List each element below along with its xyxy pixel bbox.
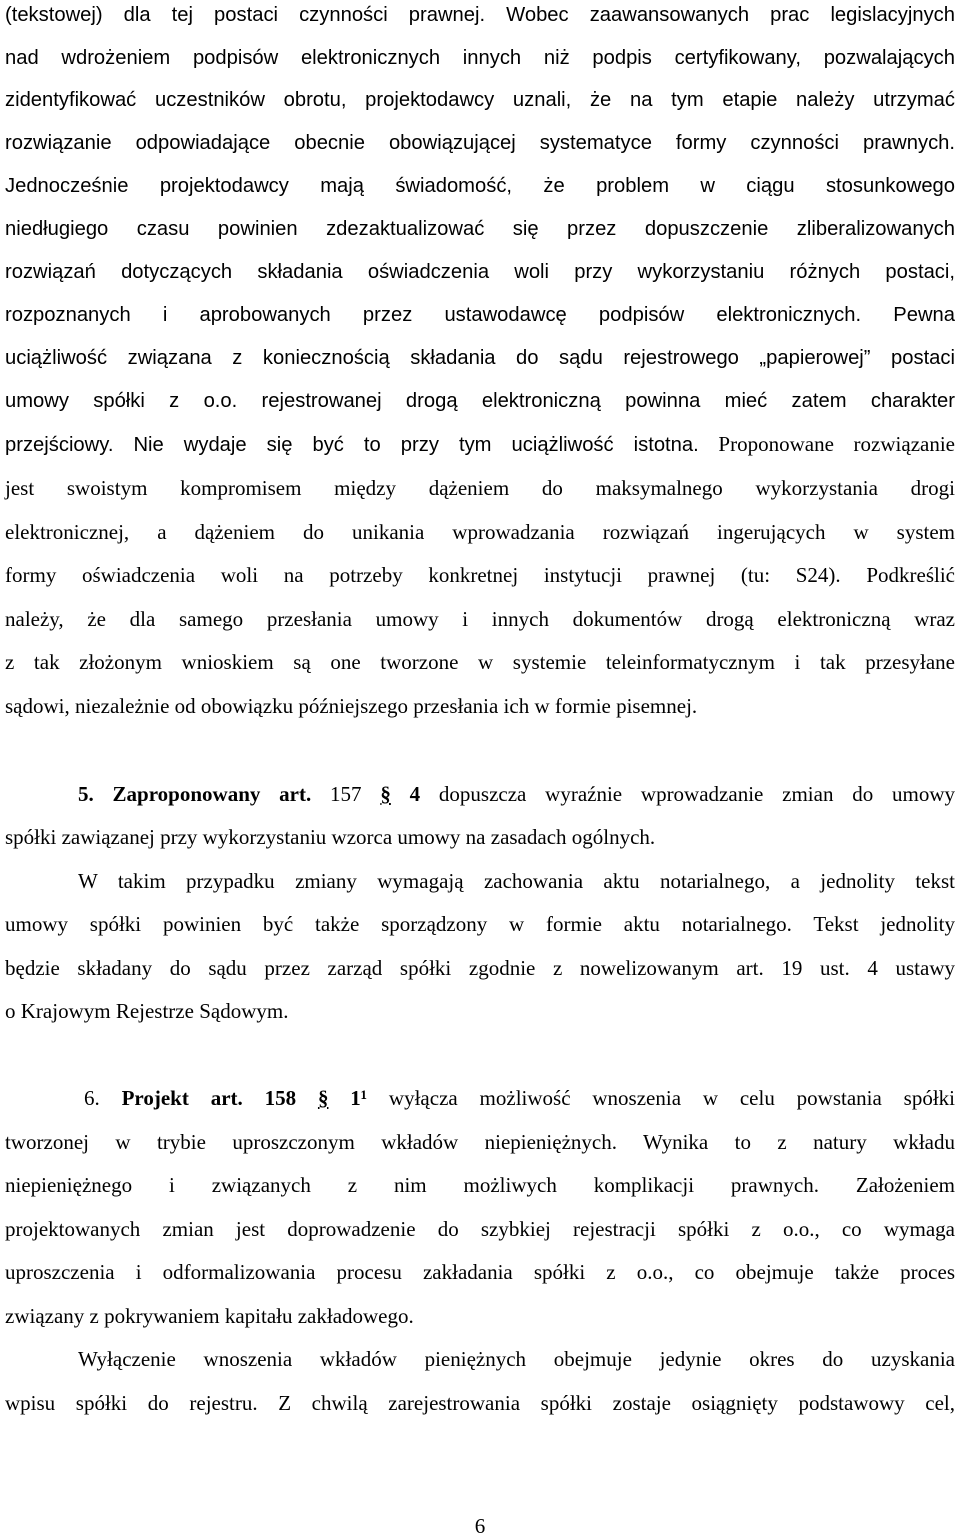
paragraph-number: 4 bbox=[409, 782, 421, 806]
page-number: 6 bbox=[474, 1514, 486, 1538]
text-line: projektowanych zmian jest doprowadzenie do szybkiej rejestracji spółki z o.o., co wymaga bbox=[5, 1217, 955, 1241]
text-line: formy oświadczenia woli na potrzeby konkretnej instytucji prawnej (tu: S24). Podkreślić bbox=[5, 563, 955, 587]
text-line: Jednocześnie projektodawcy mają świadomość, że problem w ciągu stosunkowego bbox=[5, 175, 955, 197]
paragraph-sign: § bbox=[380, 782, 391, 806]
text-span: wyłącza możliwość wnoszenia w celu powstania spółki bbox=[367, 1086, 956, 1110]
text-line: nad wdrożeniem podpisów elektronicznych innych niż podpis certyfikowany, pozwalających bbox=[5, 47, 955, 69]
text-line: niepieniężnego i związanych z nim możliwych komplikacji prawnych. Założeniem bbox=[5, 1173, 955, 1197]
text-line: jest swoistym kompromisem między dążeniem do maksymalnego wykorzystania drogi bbox=[5, 476, 955, 500]
text-line: elektronicznej, a dążeniem do unikania wprowadzania rozwiązań ingerujących w system bbox=[5, 520, 955, 544]
section-heading: Projekt art. bbox=[121, 1086, 243, 1110]
section-number: 5. bbox=[78, 782, 94, 806]
section-6-first-line bbox=[84, 1083, 955, 1113]
text-line: W takim przypadku zmiany wymagają zachowania aktu notarialnego, a jednolity tekst bbox=[78, 869, 955, 893]
text-line: (tekstowej) dla tej postaci czynności prawnej. Wobec zaawansowanych prac legislacyjnych bbox=[5, 4, 955, 26]
text-line: umowy spółki z o.o. rejestrowanej drogą elektroniczną powinna mieć zatem charakter bbox=[5, 390, 955, 412]
text-line: zidentyfikować uczestników obrotu, projektodawcy uznali, że na tym etapie należy utrzymać bbox=[5, 89, 955, 111]
text-line-mixed bbox=[5, 429, 955, 459]
text-line: umowy spółki powinien być także sporządzony w formie aktu notarialnego. Tekst jednolity bbox=[5, 912, 955, 936]
article-number: 158 bbox=[264, 1086, 297, 1110]
section-heading: Zaproponowany art. bbox=[112, 782, 312, 806]
text-line: sądowi, niezależnie od obowiązku późniejszego przesłania ich w formie pisemnej. bbox=[5, 694, 698, 718]
paragraph-number: 1¹ bbox=[350, 1086, 368, 1110]
text-line: Wyłączenie wnoszenia wkładów pieniężnych obejmuje jedynie okres do uzyskania bbox=[78, 1347, 955, 1371]
text-line: związany z pokrywaniem kapitału zakładowego. bbox=[5, 1304, 414, 1328]
text-span-sans: przejściowy. Nie wydaje się być to przy tym uciążliwość istotna. bbox=[5, 434, 699, 456]
text-line: rozpoznanych i aprobowanych przez ustawodawcę podpisów elektronicznych. Pewna bbox=[5, 304, 955, 326]
text-span-serif: Proponowane rozwiązanie bbox=[698, 432, 955, 456]
text-line: wpisu spółki do rejestru. Z chwilą zarejestrowania spółki zostaje osiągnięty podstawowy cel, bbox=[5, 1391, 955, 1415]
text-span: dopuszcza wyraźnie wprowadzanie zmian do umowy bbox=[420, 782, 956, 806]
section-number: 6. bbox=[84, 1086, 100, 1110]
text-line: z tak złożonym wnioskiem są one tworzone w systemie teleinformatycznym i tak przesyłane bbox=[5, 650, 955, 674]
text-line: uproszczenia i odformalizowania procesu zakładania spółki z o.o., co obejmuje także proces bbox=[5, 1260, 955, 1284]
text-line: rozwiązań dotyczących składania oświadczenia woli przy wykorzystaniu różnych postaci, bbox=[5, 261, 955, 283]
text-line: rozwiązanie odpowiadające obecnie obowiązującej systematyce formy czynności prawnych. bbox=[5, 132, 955, 154]
article-number: 157 bbox=[330, 782, 362, 806]
text-line: o Krajowym Rejestrze Sądowym. bbox=[5, 999, 289, 1023]
section-5-first-line bbox=[78, 779, 955, 809]
text-line: uciążliwość związana z koniecznością składania do sądu rejestrowego „papierowej” postaci bbox=[5, 347, 955, 369]
text-line: tworzonej w trybie uproszczonym wkładów niepieniężnych. Wynika to z natury wkładu bbox=[5, 1130, 955, 1154]
text-line: niedługiego czasu powinien zdezaktualizować się przez dopuszczenie zliberalizowanych bbox=[5, 218, 955, 240]
text-line: będzie składany do sądu przez zarząd spółki zgodnie z nowelizowanym art. 19 ust. 4 ustawy bbox=[5, 956, 955, 980]
text-line: spółki zawiązanej przy wykorzystaniu wzorca umowy na zasadach ogólnych. bbox=[5, 825, 656, 849]
paragraph-sign: § bbox=[317, 1086, 329, 1110]
text-line: należy, że dla samego przesłania umowy i innych dokumentów drogą elektroniczną wraz bbox=[5, 607, 955, 631]
